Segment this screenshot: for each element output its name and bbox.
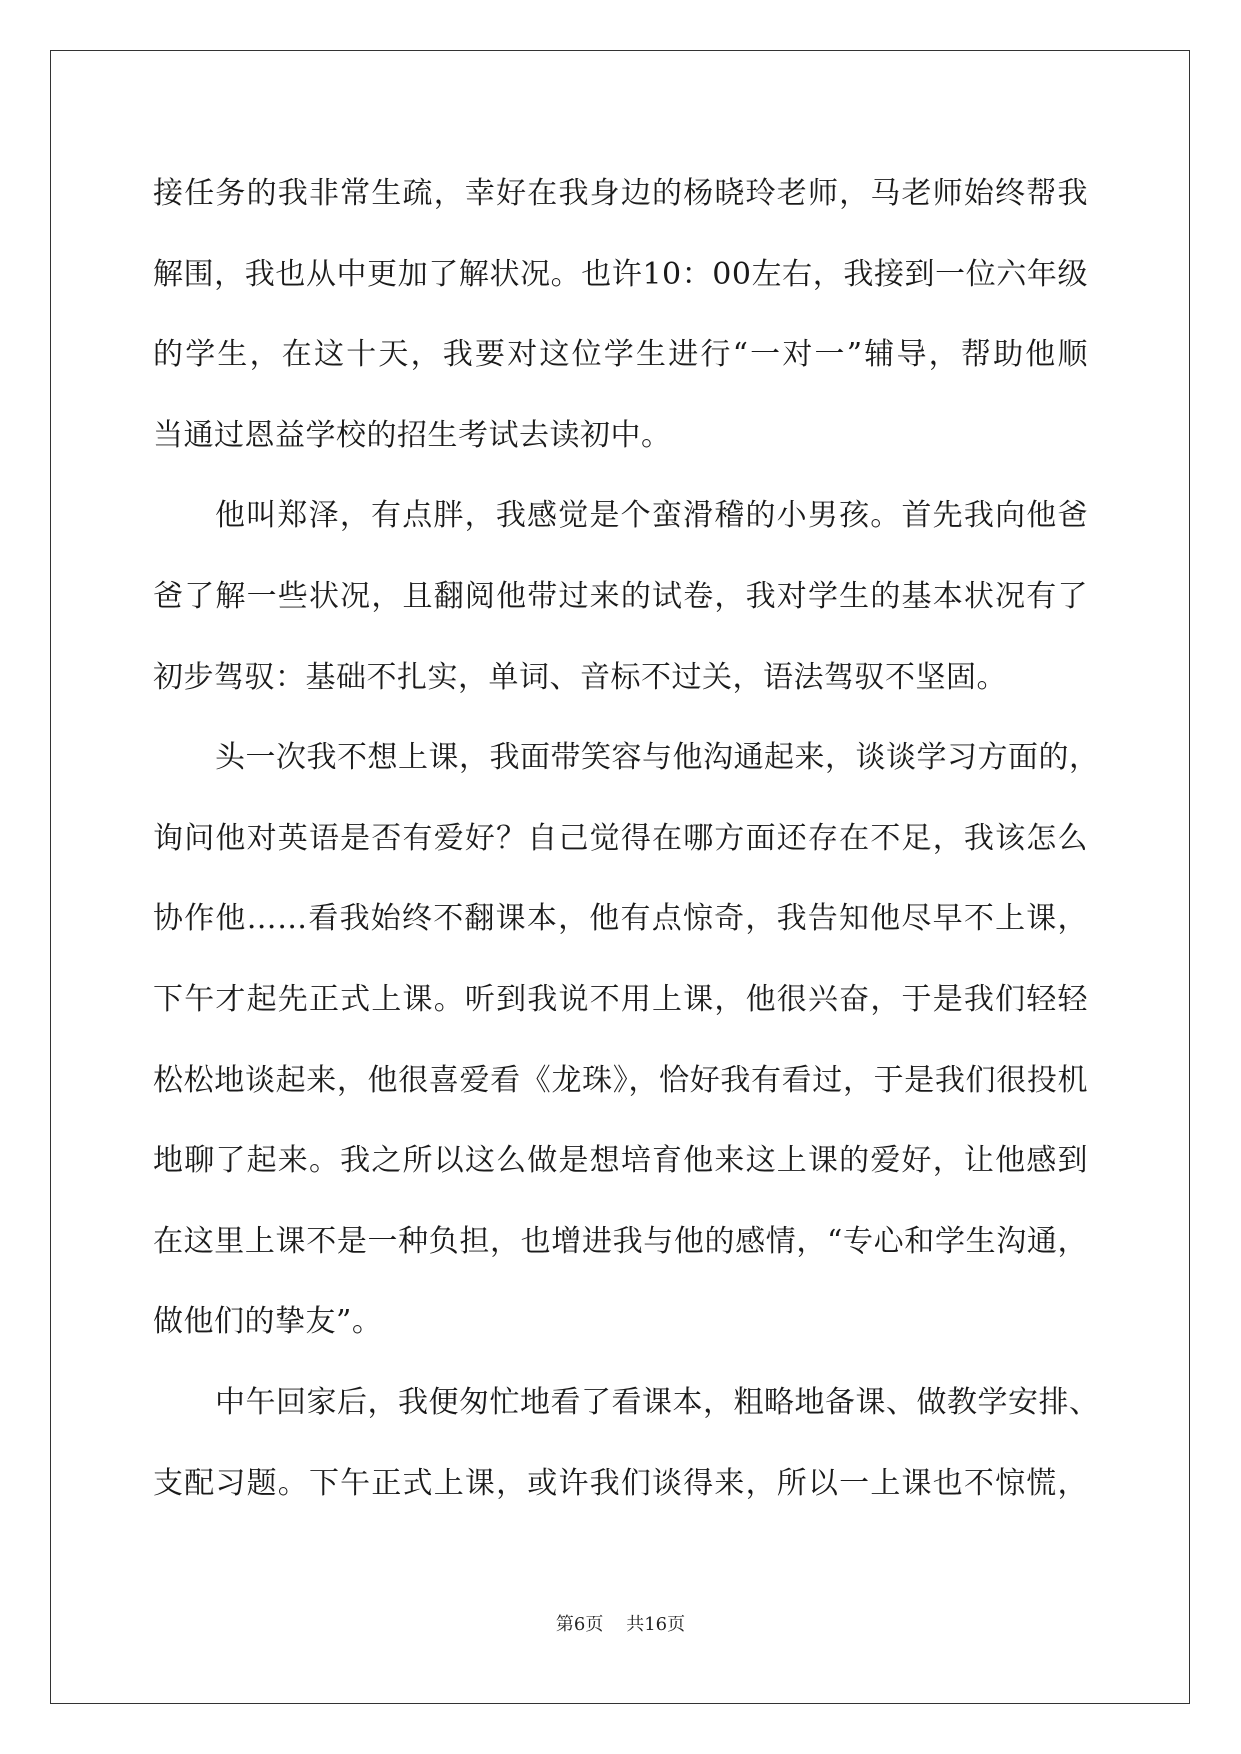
page-total: 共16页 [626,1614,686,1635]
text-line: 松松地谈起来，他很喜爱看《龙珠》，恰好我有看过，于是我们很投机 [153,1062,1088,1098]
text-line: 在这里上课不是一种负担，也增进我与他的感情，“专心和学生沟通， [153,1223,1088,1259]
text-line: 当通过恩益学校的招生考试去读初中。 [153,417,672,453]
text-line: 做他们的挚友”。 [153,1304,383,1340]
text-line: 头一次我不想上课，我面带笑容与他沟通起来，谈谈学习方面的， [215,740,1100,776]
text-line: 解围，我也从中更加了解状况。也许10：00左右，我接到一位六年级 [153,256,1088,292]
page-footer [0,1610,1241,1636]
page-number: 第6页 [555,1614,604,1635]
document-body [153,154,1100,1524]
text-line: 初步驾驭：基础不扎实，单词、音标不过关，语法驾驭不坚固。 [153,659,1007,695]
text-line: 询问他对英语是否有爱好？自己觉得在哪方面还存在不足，我该怎么 [153,820,1088,856]
text-line: 他叫郑泽，有点胖，我感觉是个蛮滑稽的小男孩。首先我向他爸 [215,498,1088,534]
text-line: 的学生，在这十天，我要对这位学生进行“一对一”辅导，帮助他顺 [153,337,1088,373]
text-line: 中午回家后，我便匆忙地看了看课本，粗略地备课、做教学安排、 [215,1384,1100,1420]
text-line: 接任务的我非常生疏，幸好在我身边的杨晓玲老师，马老师始终帮我 [153,176,1088,211]
text-line: 协作他……看我始终不翻课本，他有点惊奇，我告知他尽早不上课， [153,901,1088,937]
text-line: 下午才起先正式上课。听到我说不用上课，他很兴奋，于是我们轻轻 [153,981,1088,1017]
text-line: 支配习题。下午正式上课，或许我们谈得来，所以一上课也不惊慌， [153,1465,1088,1501]
text-line: 地聊了起来。我之所以这么做是想培育他来这上课的爱好，让他感到 [153,1143,1088,1179]
text-line: 爸了解一些状况，且翻阅他带过来的试卷，我对学生的基本状况有了 [153,578,1088,614]
